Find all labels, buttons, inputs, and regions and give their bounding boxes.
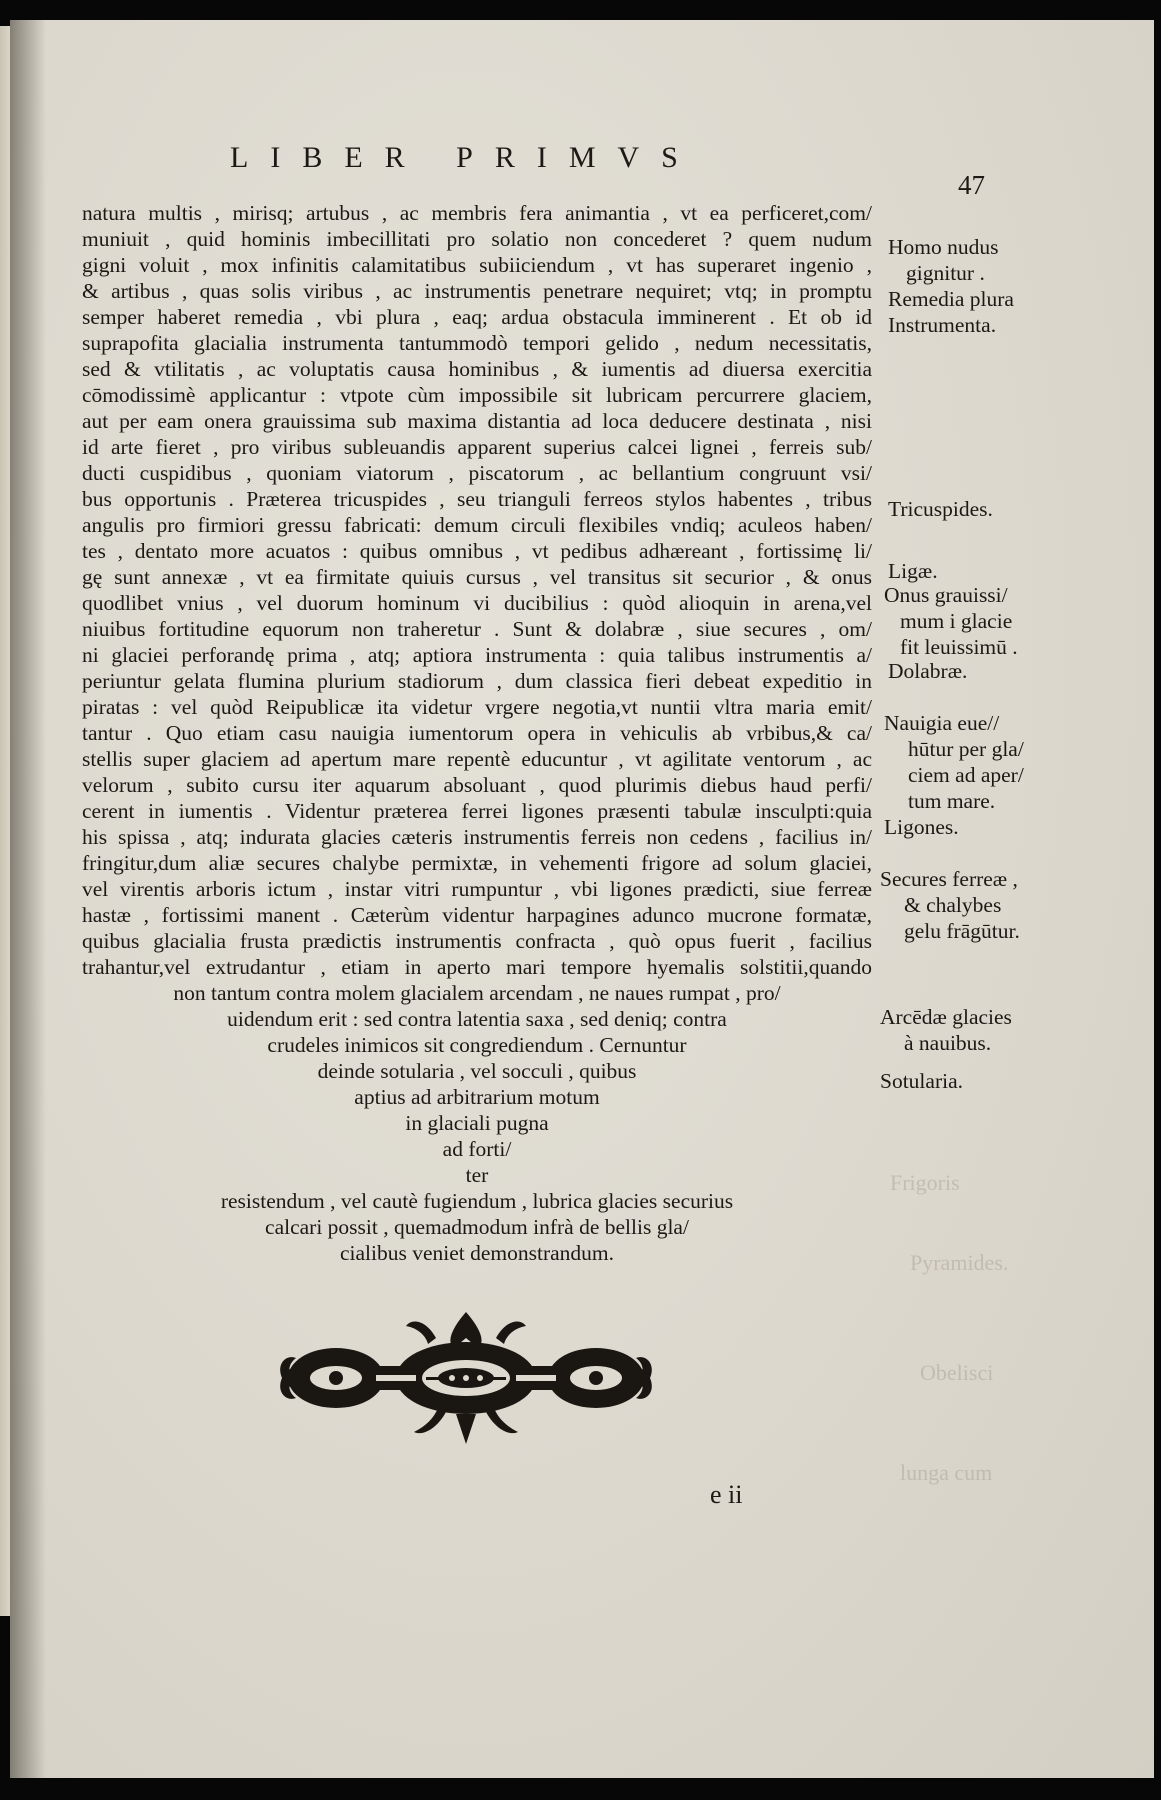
margin-note [888,558,938,584]
text-line: muniuit , quid hominis imbecillitati pro solatio non concederet ? quem nudum [82,227,872,251]
margin-note [884,814,959,840]
margin-note-line: Sotularia. [880,1069,963,1093]
margin-note [884,710,1024,814]
margin-note-line: Ligones. [884,815,959,839]
text-line: resistendum , vel cautè fugiendum , lubrica glacies securius [220,1189,734,1213]
text-line: gę sunt annexæ , vt ea firmitate quiuis cursus , vel transitus sit securior , & onus [82,565,872,589]
margin-note-line: Homo nudus [888,235,999,259]
text-line: aptius ad arbitrarium motum [354,1085,600,1109]
text-line: velorum , subito cursu iter aquarum absoluant , quod plurimis diebus haud perfi/ [82,773,872,797]
margin-note-line: Ligæ. [888,559,938,583]
margin-note [884,582,1018,660]
margin-note [888,658,967,684]
text-line: hastæ , fortissimi manent . Cæterùm videntur harpagines adunco mucrone formatæ, [82,903,872,927]
text-line: vel virentis arboris ictum , instar vitri rumpuntur , vbi ligones prædicti, siue ferreæ [82,877,872,901]
gutter-shadow [10,20,46,1778]
text-line: gigni voluit , mox infinitis calamitatibus subiiciendum , vt has superaret ingenio , [82,253,872,277]
margin-note-line: & chalybes [904,893,1002,917]
margin-note-line: Tricuspides. [888,497,993,521]
text-line: periuntur gelata flumina plurium stadiorum , dum classica fieri debeat expeditio in [82,669,872,693]
margin-note [888,234,1014,338]
margin-note-line: ciem ad aper/ [908,763,1024,787]
text-line: in glaciali pugna [405,1111,549,1135]
text-line: ter [465,1163,489,1187]
text-line: ni glaciei perforandę prima , atq; aptiora instrumenta : quia talibus instrumentis a/ [82,643,872,667]
text-line: quodlibet vnius , vel duorum hominum vi ducibilius : quòd alioquin in arena,vel [82,591,872,615]
margin-note-line: Remedia plura [888,287,1014,311]
text-line: suprapofita glacialia instrumenta tantummodò tempori gelido , nedum necessitatis, [82,331,872,355]
text-line: natura multis , mirisq; artubus , ac membris fera animantia , vt ea perficeret,com/ [82,201,872,225]
margin-note [888,496,993,522]
text-line: ad forti/ [442,1137,512,1161]
margin-note-line: mum i glacie [900,609,1013,633]
show-through-text: lunga cum [900,1460,993,1485]
text-line: bus opportunis . Præterea tricuspides , seu trianguli ferreos stylos habentes , tribus [82,487,872,511]
text-line: & artibus , quas solis viribus , ac instrumentis penetrare nequiret; vtq; in promptu [82,279,872,303]
text-line: cerent in iumentis . Videntur præterea ferrei ligones præsenti tabulæ insculpti:quia [82,799,872,823]
running-head: LIBER PRIMVS [230,141,700,174]
text-line: sed & vtilitatis , ac voluptatis causa hominibus , & iumentis ad diuersa exercitia [82,357,872,381]
show-through-text: Pyramides. [910,1250,1009,1275]
text-line: calcari possit , quemadmodum infrà de bellis gla/ [265,1215,689,1239]
text-line: niuibus fortitudine equorum non traheretur . Sunt & dolabræ , siue secures , om/ [82,617,872,641]
margin-note-line: tum mare. [908,789,996,813]
margin-note-line: Instrumenta. [888,313,997,337]
text-line: tes , dentato more acuatos : quibus omnibus , vt pedibus adhæreant , fortissimę li/ [82,539,872,563]
signature-mark: e ii [710,1480,743,1509]
text-line: crudeles inimicos sit congrediendum . Cernuntur [267,1033,687,1057]
margin-note-line: Nauigia eue// [884,711,1000,735]
text-line: piratas : vel quòd Reipublicæ ita videtur vrgere negotia,vt nuntii vltra maria emit/ [82,695,872,719]
text-line: cialibus veniet demonstrandum. [339,1241,615,1265]
text-line: quibus glacialia frusta prædictis instrumentis confracta , quò opus fuerit , facilius [82,929,872,953]
book-page [10,20,1154,1778]
text-line: semper haberet remedia , vbi plura , eaq; ardua obstacula imminerent . Et ob id [82,305,872,329]
margin-note-line: fit leuissimū . [900,635,1018,659]
margin-note-line: à nauibus. [904,1031,992,1055]
margin-note-line: hūtur per gla/ [908,737,1024,761]
text-line: angulis pro firmiori gressu fabricati: demum circuli flexibiles vndiq; aculeos haben/ [82,513,872,537]
text-line: non tantum contra molem glacialem arcendam , ne naues rumpat , pro/ [173,981,781,1005]
margin-note-line: gelu frāgūtur. [904,919,1020,943]
margin-note [880,866,1020,944]
text-line: his spissa , atq; indurata glacies cæteris instrumentis ferreis non cedens , facilius in/ [82,825,872,849]
text-line: id arte fieret , pro viribus subleuandis apparent superius calcei lignei , ferreis sub/ [82,435,872,459]
margin-note [880,1004,1012,1056]
main-text-block [82,200,872,1266]
text-line: cōmodissimè applicantur : vtpote cùm impossibile sit lubricam percurrere glaciem, [82,383,872,407]
margin-note-line: Arcēdæ glacies [880,1005,1012,1029]
margin-note-line: gignitur . [906,261,985,285]
text-line: tantur . Quo etiam casu nauigia iumentorum opera in vehiculis ab vrbibus,& ca/ [82,721,872,745]
text-line: deinde sotularia , vel socculi , quibus [317,1059,637,1083]
text-line: fringitur,dum aliæ secures chalybe permixtæ, in vehementi frigore ad solum glaciei, [82,851,872,875]
text-line: aut per eam onera grauissima sub maxima distantia ad loca deducere destinata , nisi [82,409,872,433]
text-line: trahantur,vel extrudantur , etiam in aperto mari tempore hyemalis solstitii,quando [82,955,872,979]
ornament-tailpiece-icon [276,1308,656,1448]
page-number: 47 [958,170,985,200]
margin-note-line: Onus grauissi/ [884,583,1008,607]
text-line: ducti cuspidibus , quoniam viatorum , piscatorum , ac bellantium congruunt vsi/ [82,461,872,485]
margin-note [880,1068,963,1094]
text-line: uidendum erit : sed contra latentia saxa , sed deniq; contra [227,1007,727,1031]
margin-note-line: Secures ferreæ , [880,867,1018,891]
margin-note-line: Dolabræ. [888,659,968,683]
text-line: stellis super glaciem ad apertum mare repentè educuntur , vt agilitate ventorum , ac [82,747,872,771]
show-through-text: Frigoris [890,1170,960,1195]
show-through-text: Obelisci [920,1360,994,1385]
